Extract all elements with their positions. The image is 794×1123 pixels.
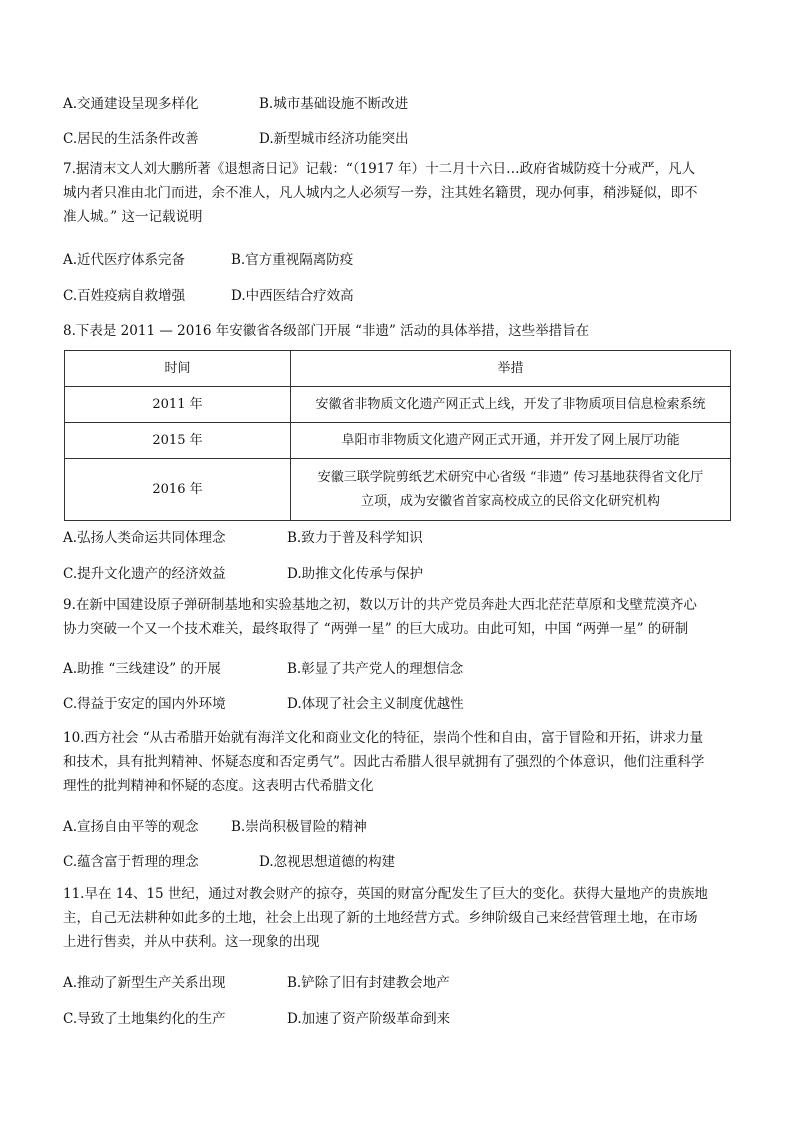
q10-stem-line: 理性的批判精神和怀疑的态度。这表明古代希腊文化 (63, 778, 374, 794)
q7-stem-line: 7.据清末文人刘大鹏所著《退想斋日记》记载：“（1917 年）十二月十六日…政府省城防疫十分戒严，凡人 (63, 161, 696, 177)
table-cell-year: 2011 年 (65, 387, 291, 423)
q9-option-b[interactable]: B.彰显了共产党人的理想信念 (287, 661, 464, 677)
q10-stem (63, 726, 735, 798)
table-cell-measure: 阜阳市非物质文化遗产网正式开通，并开发了网上展厅功能 (291, 423, 731, 459)
q6-option-c[interactable]: C.居民的生活条件改善 (63, 131, 199, 147)
q7-option-d[interactable]: D.中西医结合疗效高 (231, 288, 354, 304)
table-cell-measure-line: 安徽三联学院剪纸艺术研究中心省级 “非遗” 传习基地获得省文化厅 (317, 469, 704, 485)
q9-option-a[interactable]: A.助推 “三线建设” 的开展 (63, 661, 221, 677)
q11-option-c[interactable]: C.导致了土地集约化的生产 (63, 1011, 226, 1027)
q10-option-a[interactable]: A.宣扬自由平等的观念 (63, 819, 199, 835)
q8-table (64, 350, 731, 521)
q6-option-d[interactable]: D.新型城市经济功能突出 (259, 131, 409, 147)
q9-option-c[interactable]: C.得益于安定的国内外环境 (63, 696, 226, 712)
q6-option-b[interactable]: B.城市基础设施不断改进 (259, 96, 409, 112)
table-header-measure: 举措 (291, 351, 731, 387)
q11-option-d[interactable]: D.加速了资产阶级革命到来 (287, 1011, 451, 1027)
q8-option-d[interactable]: D.助推文化传承与保护 (287, 566, 424, 582)
table-cell-measure: 安徽省非物质文化遗产网正式上线，开发了非物质项目信息检索系统 (291, 387, 731, 423)
table-cell-measure-line: 立项，成为安徽省首家高校成立的民俗文化研究机构 (360, 493, 660, 509)
q11-option-a[interactable]: A.推动了新型生产关系出现 (63, 975, 226, 991)
table-cell-year: 2016 年 (65, 459, 291, 521)
q10-option-d[interactable]: D.忽视思想道德的构建 (259, 854, 396, 870)
table-row (65, 387, 731, 423)
q10-stem-line: 10.西方社会 “从古希腊开始就有海洋文化和商业文化的特征，崇尚个性和自由，富于冒险和开拓，讲求力量 (63, 730, 704, 746)
q10-option-b[interactable]: B.崇尚积极冒险的精神 (231, 819, 367, 835)
q9-option-d[interactable]: D.体现了社会主义制度优越性 (287, 696, 464, 712)
q9-stem-line: 协力突破一个又一个技术难关，最终取得了 “两弹一星” 的巨大成功。由此可知，中国 “两弹一星” 的研制 (63, 621, 689, 637)
q8-option-c[interactable]: C.提升文化遗产的经济效益 (63, 566, 226, 582)
q11-option-b[interactable]: B.铲除了旧有封建教会地产 (287, 975, 450, 991)
table-header-time: 时间 (65, 351, 291, 387)
q7-option-a[interactable]: A.近代医疗体系完备 (63, 252, 186, 268)
q8-option-b[interactable]: B.致力于普及科学知识 (287, 530, 423, 546)
q7-option-b[interactable]: B.官方重视隔离防疫 (231, 252, 354, 268)
q9-stem-line: 9.在新中国建设原子弹研制基地和实验基地之初，数以万计的共产党员奔赴大西北茫茫草原和戈壁荒漠齐心 (63, 597, 697, 613)
q10-option-c[interactable]: C.蕴含富于哲理的理念 (63, 854, 199, 870)
q7-stem-line: 城内者只准由北门而进，余不准人，凡人城内之人必须写一券，注其姓名籍贯，现办何事，稍涉疑似，即不 (63, 185, 698, 201)
table-row (65, 459, 731, 521)
q10-stem-line: 和技术，具有批判精神、怀疑态度和否定勇气”。因此古希腊人很早就拥有了强烈的个体意识，他们注重科学 (63, 754, 705, 770)
q8-stem: 8.下表是 2011 — 2016 年安徽省各级部门开展 “非遗” 活动的具体举措，这些举措旨在 (63, 323, 590, 339)
q11-stem (63, 882, 735, 954)
q11-stem-line: 上进行售卖，并从中获利。这一现象的出现 (63, 934, 320, 950)
q8-option-a[interactable]: A.弘扬人类命运共同体理念 (63, 530, 226, 546)
q7-option-c[interactable]: C.百姓疫病自救增强 (63, 288, 186, 304)
q7-stem-line: 准人城。” 这一记载说明 (63, 209, 203, 225)
table-cell-year: 2015 年 (65, 423, 291, 459)
q7-stem (63, 157, 735, 229)
q9-stem (63, 593, 735, 641)
q6-option-a[interactable]: A.交通建设呈现多样化 (63, 96, 199, 112)
table-cell-measure (291, 459, 731, 521)
table-row (65, 423, 731, 459)
table-header-row (65, 351, 731, 387)
q11-stem-line: 11.早在 14、15 世纪，通过对教会财产的掠夺，英国的财富分配发生了巨大的变化。获得大量地产的贵族地 (63, 886, 708, 902)
q11-stem-line: 主，自己无法耕种如此多的土地，社会上出现了新的土地经营方式。乡绅阶级自己来经营管理土地，在市场 (63, 910, 698, 926)
